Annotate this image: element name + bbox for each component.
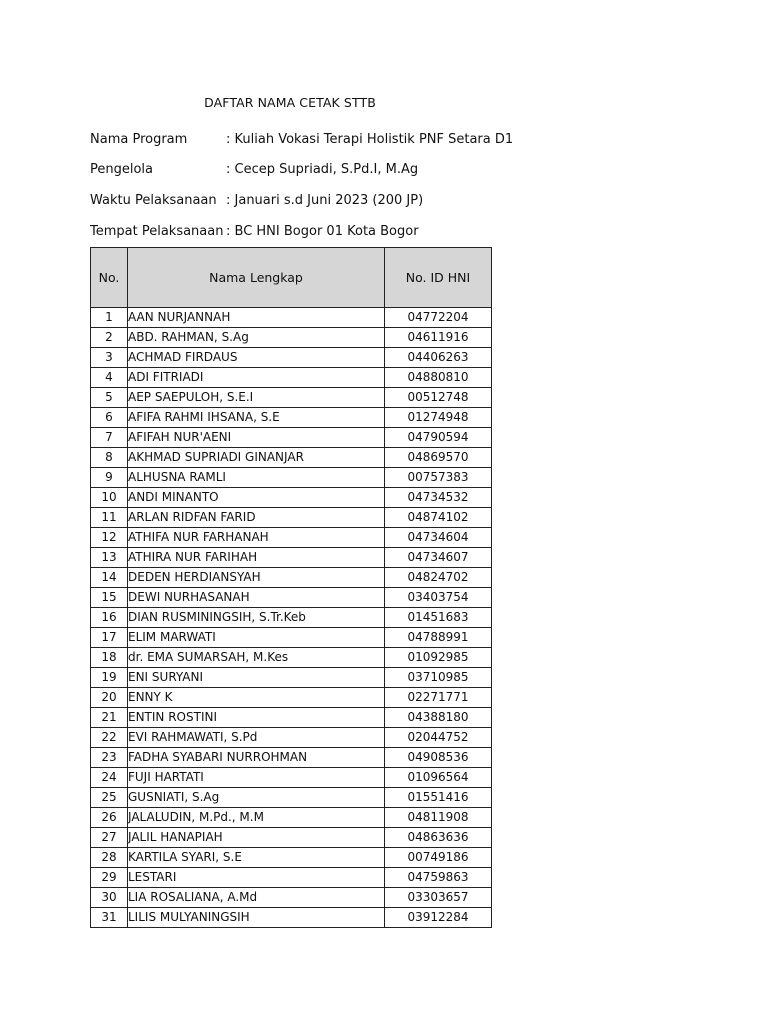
info-value: : Januari s.d Juni 2023 (200 JP) <box>226 192 424 208</box>
table-row <box>91 628 492 648</box>
row-number: 9 <box>91 468 128 488</box>
hni-id: 04908536 <box>385 748 492 768</box>
row-number: 12 <box>91 528 128 548</box>
participant-name: JALALUDIN, M.Pd., M.M <box>128 808 385 828</box>
table-row <box>91 848 492 868</box>
participant-name: DEWI NURHASANAH <box>128 588 385 608</box>
table-row <box>91 828 492 848</box>
row-number: 2 <box>91 328 128 348</box>
row-number: 20 <box>91 688 128 708</box>
hni-id: 04611916 <box>385 328 492 348</box>
hni-id: 04734532 <box>385 488 492 508</box>
row-number: 5 <box>91 388 128 408</box>
participant-name: ATHIFA NUR FARHANAH <box>128 528 385 548</box>
table-row <box>91 748 492 768</box>
participant-name: ANDI MINANTO <box>128 488 385 508</box>
hni-id: 01096564 <box>385 768 492 788</box>
row-number: 17 <box>91 628 128 648</box>
table-row <box>91 508 492 528</box>
table-row <box>91 448 492 468</box>
participant-name: AFIFAH NUR'AENI <box>128 428 385 448</box>
participant-name: ADI FITRIADI <box>128 368 385 388</box>
info-label: Nama Program <box>90 131 188 147</box>
table-row <box>91 528 492 548</box>
table-row <box>91 688 492 708</box>
info-value: : Cecep Supriadi, S.Pd.I, M.Ag <box>226 162 419 178</box>
hni-id: 03710985 <box>385 668 492 688</box>
row-number: 3 <box>91 348 128 368</box>
hni-id: 04388180 <box>385 708 492 728</box>
header-id: No. ID HNI <box>385 248 492 308</box>
participant-name: AAN NURJANNAH <box>128 308 385 328</box>
hni-id: 04869570 <box>385 448 492 468</box>
participant-name: EVI RAHMAWATI, S.Pd <box>128 728 385 748</box>
row-number: 21 <box>91 708 128 728</box>
table-row <box>91 308 492 328</box>
participant-name: ACHMAD FIRDAUS <box>128 348 385 368</box>
participant-table <box>90 247 492 928</box>
participant-name: LILIS MULYANINGSIH <box>128 908 385 928</box>
table-row <box>91 428 492 448</box>
participant-name: AEP SAEPULOH, S.E.I <box>128 388 385 408</box>
table-row <box>91 408 492 428</box>
participant-name: DEDEN HERDIANSYAH <box>128 568 385 588</box>
participant-name: ENTIN ROSTINI <box>128 708 385 728</box>
hni-id: 04788991 <box>385 628 492 648</box>
row-number: 23 <box>91 748 128 768</box>
info-value: : BC HNI Bogor 01 Kota Bogor <box>226 223 419 239</box>
table-row <box>91 648 492 668</box>
table-row <box>91 708 492 728</box>
row-number: 29 <box>91 868 128 888</box>
hni-id: 00749186 <box>385 848 492 868</box>
hni-id: 04863636 <box>385 828 492 848</box>
hni-id: 02271771 <box>385 688 492 708</box>
table-body <box>91 308 492 928</box>
participant-name: ELIM MARWATI <box>128 628 385 648</box>
row-number: 13 <box>91 548 128 568</box>
participant-name: LIA ROSALIANA, A.Md <box>128 888 385 908</box>
hni-id: 01551416 <box>385 788 492 808</box>
participant-name: KARTILA SYARI, S.E <box>128 848 385 868</box>
info-row-program <box>90 124 513 155</box>
row-number: 10 <box>91 488 128 508</box>
hni-id: 00512748 <box>385 388 492 408</box>
participant-name: FUJI HARTATI <box>128 768 385 788</box>
info-value: : Kuliah Vokasi Terapi Holistik PNF Setara D1 <box>226 131 514 147</box>
hni-id: 04880810 <box>385 368 492 388</box>
row-number: 6 <box>91 408 128 428</box>
participant-name: DIAN RUSMININGSIH, S.Tr.Keb <box>128 608 385 628</box>
info-label: Tempat Pelaksanaan <box>90 223 224 239</box>
table-row <box>91 728 492 748</box>
participant-name: ENI SURYANI <box>128 668 385 688</box>
row-number: 31 <box>91 908 128 928</box>
row-number: 1 <box>91 308 128 328</box>
row-number: 15 <box>91 588 128 608</box>
participant-name: ABD. RAHMAN, S.Ag <box>128 328 385 348</box>
table-row <box>91 348 492 368</box>
row-number: 11 <box>91 508 128 528</box>
hni-id: 04759863 <box>385 868 492 888</box>
table-row <box>91 368 492 388</box>
row-number: 4 <box>91 368 128 388</box>
row-number: 8 <box>91 448 128 468</box>
row-number: 7 <box>91 428 128 448</box>
row-number: 30 <box>91 888 128 908</box>
table-row <box>91 768 492 788</box>
hni-id: 04734604 <box>385 528 492 548</box>
hni-id: 04734607 <box>385 548 492 568</box>
header-no: No. <box>91 248 128 308</box>
participant-name: ATHIRA NUR FARIHAH <box>128 548 385 568</box>
table-row <box>91 668 492 688</box>
table-header-row <box>91 248 492 308</box>
row-number: 25 <box>91 788 128 808</box>
row-number: 14 <box>91 568 128 588</box>
participant-name: JALIL HANAPIAH <box>128 828 385 848</box>
info-label: Pengelola <box>90 162 154 178</box>
hni-id: 04790594 <box>385 428 492 448</box>
hni-id: 04874102 <box>385 508 492 528</box>
hni-id: 04811908 <box>385 808 492 828</box>
table-row <box>91 608 492 628</box>
info-row-venue <box>90 216 513 247</box>
table-row <box>91 388 492 408</box>
participant-name: ALHUSNA RAMLI <box>128 468 385 488</box>
hni-id: 02044752 <box>385 728 492 748</box>
table-row <box>91 488 492 508</box>
hni-id: 04824702 <box>385 568 492 588</box>
table-row <box>91 868 492 888</box>
table-row <box>91 808 492 828</box>
hni-id: 03403754 <box>385 588 492 608</box>
table-row <box>91 788 492 808</box>
hni-id: 03912284 <box>385 908 492 928</box>
hni-id: 03303657 <box>385 888 492 908</box>
participant-name: ARLAN RIDFAN FARID <box>128 508 385 528</box>
table-row <box>91 908 492 928</box>
table-row <box>91 568 492 588</box>
info-label: Waktu Pelaksanaan <box>90 192 217 208</box>
participant-name: AFIFA RAHMI IHSANA, S.E <box>128 408 385 428</box>
participant-name: AKHMAD SUPRIADI GINANJAR <box>128 448 385 468</box>
table-row <box>91 468 492 488</box>
hni-id: 01092985 <box>385 648 492 668</box>
participant-name: GUSNIATI, S.Ag <box>128 788 385 808</box>
row-number: 24 <box>91 768 128 788</box>
hni-id: 00757383 <box>385 468 492 488</box>
info-row-schedule <box>90 185 513 216</box>
row-number: 18 <box>91 648 128 668</box>
program-info <box>90 124 513 246</box>
row-number: 27 <box>91 828 128 848</box>
hni-id: 04772204 <box>385 308 492 328</box>
table-row <box>91 548 492 568</box>
table-row <box>91 888 492 908</box>
header-name: Nama Lengkap <box>128 248 385 308</box>
document-title: DAFTAR NAMA CETAK STTB <box>204 95 376 110</box>
row-number: 16 <box>91 608 128 628</box>
row-number: 22 <box>91 728 128 748</box>
row-number: 28 <box>91 848 128 868</box>
table-row <box>91 588 492 608</box>
table-row <box>91 328 492 348</box>
row-number: 26 <box>91 808 128 828</box>
participant-name: FADHA SYABARI NURROHMAN <box>128 748 385 768</box>
participant-name: ENNY K <box>128 688 385 708</box>
participant-name: LESTARI <box>128 868 385 888</box>
row-number: 19 <box>91 668 128 688</box>
participant-name: dr. EMA SUMARSAH, M.Kes <box>128 648 385 668</box>
hni-id: 01451683 <box>385 608 492 628</box>
info-row-manager <box>90 155 513 186</box>
hni-id: 01274948 <box>385 408 492 428</box>
hni-id: 04406263 <box>385 348 492 368</box>
